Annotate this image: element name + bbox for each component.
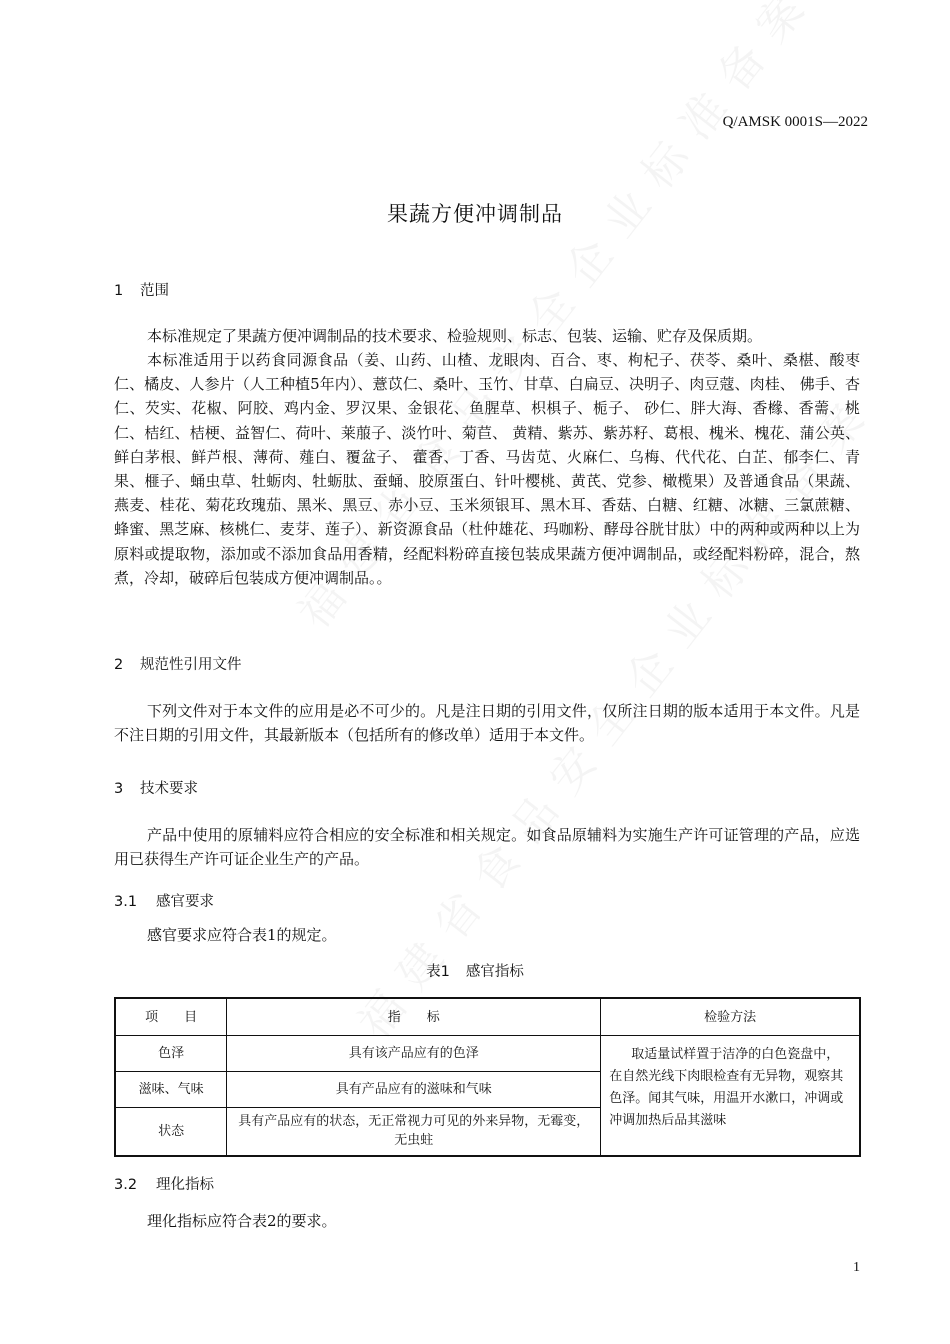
document-title: 果蔬方便冲调制品 [387, 202, 563, 226]
table-caption-number: 表1 [426, 964, 450, 980]
scope-paragraph-2: 本标准适用于以药食同源食品（姜、山药、山楂、龙眼肉、百合、枣、枸杞子、茯苓、桑叶、桑椹、酸枣仁、橘皮、人参片（人工种植5年内）、薏苡仁、桑叶、玉竹、甘草、白扁豆、决明子、肉豆蔻、肉桂、 佛手、杏仁、芡实、花椒、阿胶、鸡内金、罗汉果、金银花、鱼腥草、枳椇子、栀子、 砂仁、胖大海、香橼、香薷、桃仁、桔红、桔梗、益智仁、荷叶、莱菔子、淡竹叶、菊苣、 黄精、紫苏、紫苏籽、葛根、槐米、槐花、蒲公英、鲜白茅根、鲜芦根、薄荷、薤白、覆盆子、 藿香、丁香、马齿苋、火麻仁、乌梅、代代花、白芷、郁李仁、青果、榧子、蛹虫草、牡蛎肉、牡蛎肽、蚕蛹、胶原蛋白、针叶樱桃、黄芪、党参、橄榄果）及普通食品（果蔬、燕麦、桂花、菊花玫瑰茄、黑米、黑豆、赤小豆、玉米须银耳、黑木耳、香菇、白糖、红糖、冰糖、三氯蔗糖、蜂蜜、黑芝麻、核桃仁、麦芽、莲子）、新资源食品（杜仲雄花、玛咖粉、酵母谷胱甘肽）中的两种或两种以上为原料或提取物，添加或不添加食品用香精，经配料粉碎直接包装成果蔬方便冲调制品，或经配料粉碎，混合，熬煮，冷却，破碎后包装成方便冲调制品。。 [114, 351, 860, 587]
row-indicator: 具有产品应有的滋味和气味 [227, 1072, 601, 1108]
section-number: 3.1 [114, 894, 138, 910]
table-header-row [115, 998, 860, 1036]
section-title: 理化指标 [156, 1177, 214, 1193]
row-indicator: 具有该产品应有的色泽 [227, 1036, 601, 1072]
test-method-cell: 取适量试样置于洁净的白色瓷盘中，在自然光线下肉眼检查有无异物，观察其色泽。闻其气味，用温开水漱口，冲调或冲调加热后品其滋味 [601, 1036, 860, 1156]
table-caption-title: 感官指标 [465, 964, 524, 980]
header-method: 检验方法 [601, 998, 860, 1036]
section-3-1-heading [114, 890, 214, 911]
references-paragraph: 下列文件对于本文件的应用是必不可少的。凡是注日期的引用文件，仅所注日期的版本适用于本文件。凡是不注日期的引用文件，其最新版本（包括所有的修改单）适用于本文件。 [114, 702, 860, 745]
page-number: 1 [853, 1260, 860, 1275]
header-item: 项 目 [115, 998, 227, 1036]
sensory-table [114, 997, 861, 1157]
section-title: 技术要求 [140, 781, 198, 797]
section-3-2-heading [114, 1173, 214, 1194]
row-indicator: 具有产品应有的状态，无正常视力可见的外来异物，无霉变，无虫蛀 [227, 1108, 601, 1156]
table-1-caption [0, 960, 950, 981]
row-item: 色泽 [115, 1036, 227, 1072]
requirements-paragraph: 产品中使用的原辅料应符合相应的安全标准和相关规定。如食品原辅料为实施生产许可证管理的产品，应选用已获得生产许可证企业生产的产品。 [114, 826, 860, 869]
section-title: 范围 [140, 283, 169, 299]
section-2-heading [114, 653, 242, 674]
section-number: 3.2 [114, 1177, 138, 1193]
section-3-heading [114, 777, 198, 798]
sensory-paragraph: 感官要求应符合表1的规定。 [147, 926, 337, 944]
table-row [115, 1036, 860, 1072]
section-number: 1 [114, 283, 124, 299]
row-item: 状态 [115, 1108, 227, 1156]
header-indicator: 指 标 [227, 998, 601, 1036]
section-title: 感官要求 [156, 894, 214, 910]
scope-paragraph-1: 本标准规定了果蔬方便冲调制品的技术要求、检验规则、标志、包装、运输、贮存及保质期。 [147, 327, 763, 345]
document-code: Q/AMSK 0001S—2022 [722, 114, 868, 130]
section-title: 规范性引用文件 [140, 657, 242, 673]
section-1-heading [114, 279, 169, 300]
section-number: 2 [114, 657, 124, 673]
section-number: 3 [114, 781, 124, 797]
row-item: 滋味、气味 [115, 1072, 227, 1108]
physicochemical-paragraph: 理化指标应符合表2的要求。 [147, 1212, 337, 1230]
